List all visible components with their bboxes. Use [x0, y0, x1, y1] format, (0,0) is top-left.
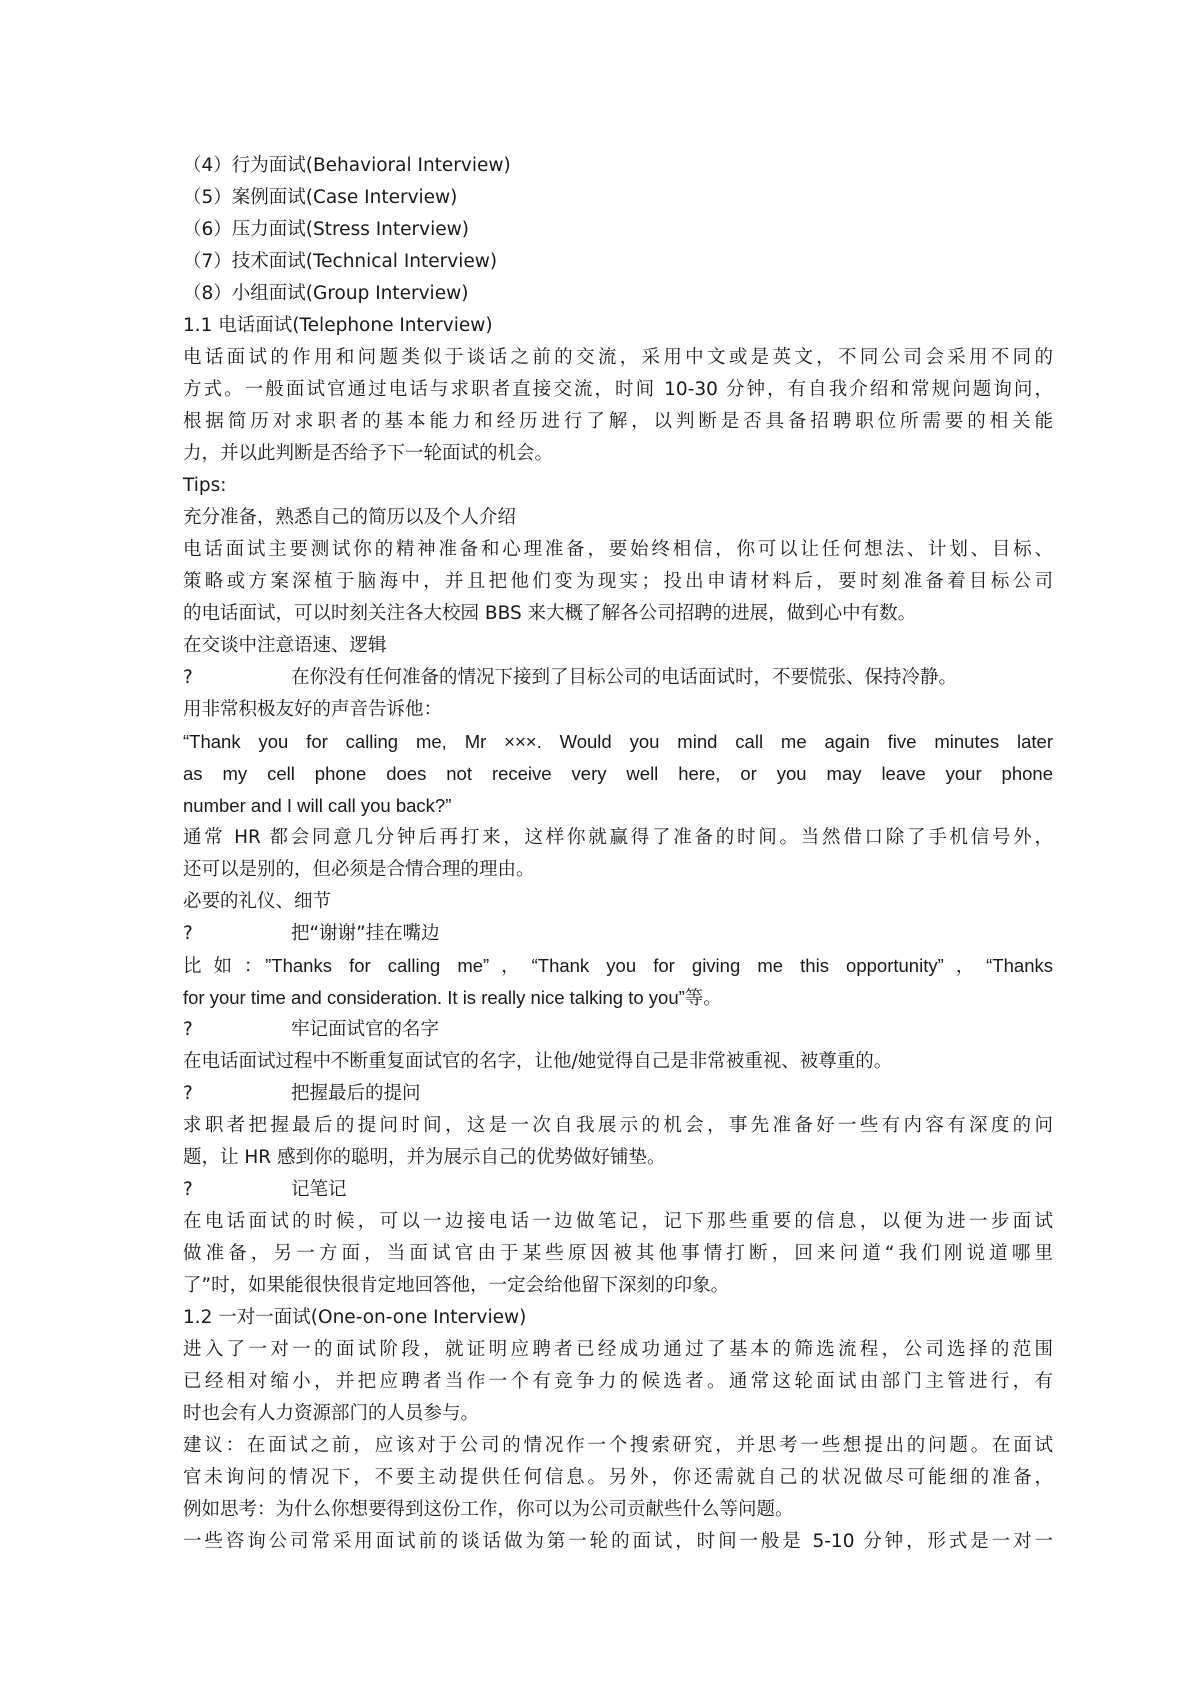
- text-line: 方式。一般面试官通过电话与求职者直接交流，时间 10-30 分钟，有自我介绍和常规问题询问，: [183, 379, 1053, 400]
- text-line: 通常 HR 都会同意几分钟后再打来，这样你就赢得了准备的时间。当然借口除了手机信号外，: [183, 827, 1053, 848]
- bullet-text: 牢记面试官的名字: [291, 1019, 440, 1040]
- list-item-stress: （6）压力面试(Stress Interview): [183, 219, 469, 240]
- text-line: 时也会有人力资源部门的人员参与。: [183, 1403, 480, 1424]
- tips-label: Tips:: [183, 475, 227, 496]
- subheading-prepare: 充分准备，熟悉自己的简历以及个人介绍: [183, 507, 517, 528]
- document-page: [183, 150, 1053, 1558]
- text-line: 进入了一对一的面试阶段，就证明应聘者已经成功通过了基本的筛选流程，公司选择的范围: [183, 1339, 1053, 1360]
- text-line: 根据简历对求职者的基本能力和经历进行了解，以判断是否具备招聘职位所需要的相关能: [183, 411, 1053, 432]
- bullet-text: 在你没有任何准备的情况下接到了目标公司的电话面试时，不要慌张、保持冷静。: [291, 667, 958, 688]
- example-block: [183, 950, 1053, 1014]
- list-item-behavioral: （4）行为面试(Behavioral Interview): [183, 155, 511, 176]
- bullet-item: [183, 1014, 1053, 1046]
- section-heading-one-on-one: 1.2 一对一面试(One-on-one Interview): [183, 1307, 527, 1328]
- paragraph-one-on-one: [183, 1334, 1053, 1430]
- text-line: 在电话面试的时候，可以一边接电话一边做笔记，记下那些重要的信息，以便为进一步面试: [183, 1211, 1053, 1232]
- paragraph-notes: [183, 1206, 1053, 1302]
- text-line: 例如思考：为什么你想要得到这份工作，你可以为公司贡献些什么等问题。: [183, 1499, 794, 1520]
- text-line: 电话面试主要测试你的精神准备和心理准备，要始终相信，你可以让任何想法、计划、目标、: [183, 539, 1053, 560]
- quote-line: “Thank you for calling me, Mr ×××. Would you mind call me again five minutes later: [183, 731, 1053, 752]
- subheading-etiquette: 必要的礼仪、细节: [183, 891, 332, 912]
- bullet-text: 把握最后的提问: [291, 1083, 421, 1104]
- text-line: 一些咨询公司常采用面试前的谈话做为第一轮的面试，时间一般是 5-10 分钟，形式是一对一: [183, 1531, 1053, 1552]
- text-line: 已经相对缩小，并把应聘者当作一个有竞争力的候选者。通常这轮面试由部门主管进行，有: [183, 1371, 1053, 1392]
- bullet-mark: ?: [183, 1019, 193, 1040]
- example-line: 比如：”Thanks for calling me”，“Thank you for giving me this opportunity”，“Thanks: [183, 955, 1053, 976]
- bullet-item: [183, 1174, 1053, 1206]
- text-line: 的电话面试，可以时刻关注各大校园 BBS 来大概了解各公司招聘的进展，做到心中有数。: [183, 603, 917, 624]
- paragraph-advice: [183, 1430, 1053, 1526]
- text-line: 建议：在面试之前，应该对于公司的情况作一个搜索研究，并思考一些想提出的问题。在面试: [183, 1435, 1053, 1456]
- bullet-text: 把“谢谢”挂在嘴边: [291, 923, 440, 944]
- text-line: 策略或方案深植于脑海中，并且把他们变为现实；投出申请材料后，要时刻准备着目标公司: [183, 571, 1053, 592]
- text-line: 了”时，如果能很快很肯定地回答他，一定会给他留下深刻的印象。: [183, 1275, 730, 1296]
- paragraph-consulting: [183, 1526, 1053, 1558]
- list-item-case: （5）案例面试(Case Interview): [183, 187, 458, 208]
- bullet-mark: ?: [183, 1179, 193, 1200]
- paragraph-telephone-intro: [183, 342, 1053, 470]
- list-item-technical: （7）技术面试(Technical Interview): [183, 251, 498, 272]
- quote-line: as my cell phone does not receive very well here, or you may leave your phone: [183, 763, 1053, 784]
- text-line: 官未询问的情况下，不要主动提供任何信息。另外，你还需就自己的状况做尽可能细的准备，: [183, 1467, 1053, 1488]
- text-line: 还可以是别的，但必须是合情合理的理由。: [183, 859, 535, 880]
- text-line: 电话面试的作用和问题类似于谈话之前的交流，采用中文或是英文，不同公司会采用不同的: [183, 347, 1053, 368]
- example-line: for your time and consideration. It is really nice talking to you”等。: [183, 987, 722, 1008]
- text-line: 力，并以此判断是否给予下一轮面试的机会。: [183, 443, 554, 464]
- paragraph-prepare: [183, 534, 1053, 630]
- bullet-item: [183, 918, 1053, 950]
- subheading-speed: 在交谈中注意语速、逻辑: [183, 635, 387, 656]
- quote-block: [183, 726, 1053, 822]
- bullet-mark: ?: [183, 1083, 193, 1104]
- text-line: 在电话面试过程中不断重复面试官的名字，让他/她觉得自己是非常被重视、被尊重的。: [183, 1051, 893, 1072]
- text-line: 求职者把握最后的提问时间，这是一次自我展示的机会，事先准备好一些有内容有深度的问: [183, 1115, 1053, 1136]
- paragraph-last-question: [183, 1110, 1053, 1174]
- bullet-item: [183, 1078, 1053, 1110]
- bullet-mark: ?: [183, 667, 193, 688]
- bullet-text: 记笔记: [291, 1179, 347, 1200]
- bullet-item: [183, 662, 1053, 694]
- list-item-group: （8）小组面试(Group Interview): [183, 283, 469, 304]
- text-line: 用非常积极友好的声音告诉他：: [183, 699, 443, 720]
- text-line: 题，让 HR 感到你的聪明，并为展示自己的优势做好铺垫。: [183, 1147, 666, 1168]
- bullet-mark: ?: [183, 923, 193, 944]
- paragraph-hr-callback: [183, 822, 1053, 886]
- text-line: 做准备，另一方面，当面试官由于某些原因被其他事情打断，回来问道“我们刚说道哪里: [183, 1243, 1053, 1264]
- section-heading-telephone: 1.1 电话面试(Telephone Interview): [183, 315, 493, 336]
- quote-line: number and I will call you back?”: [183, 795, 452, 816]
